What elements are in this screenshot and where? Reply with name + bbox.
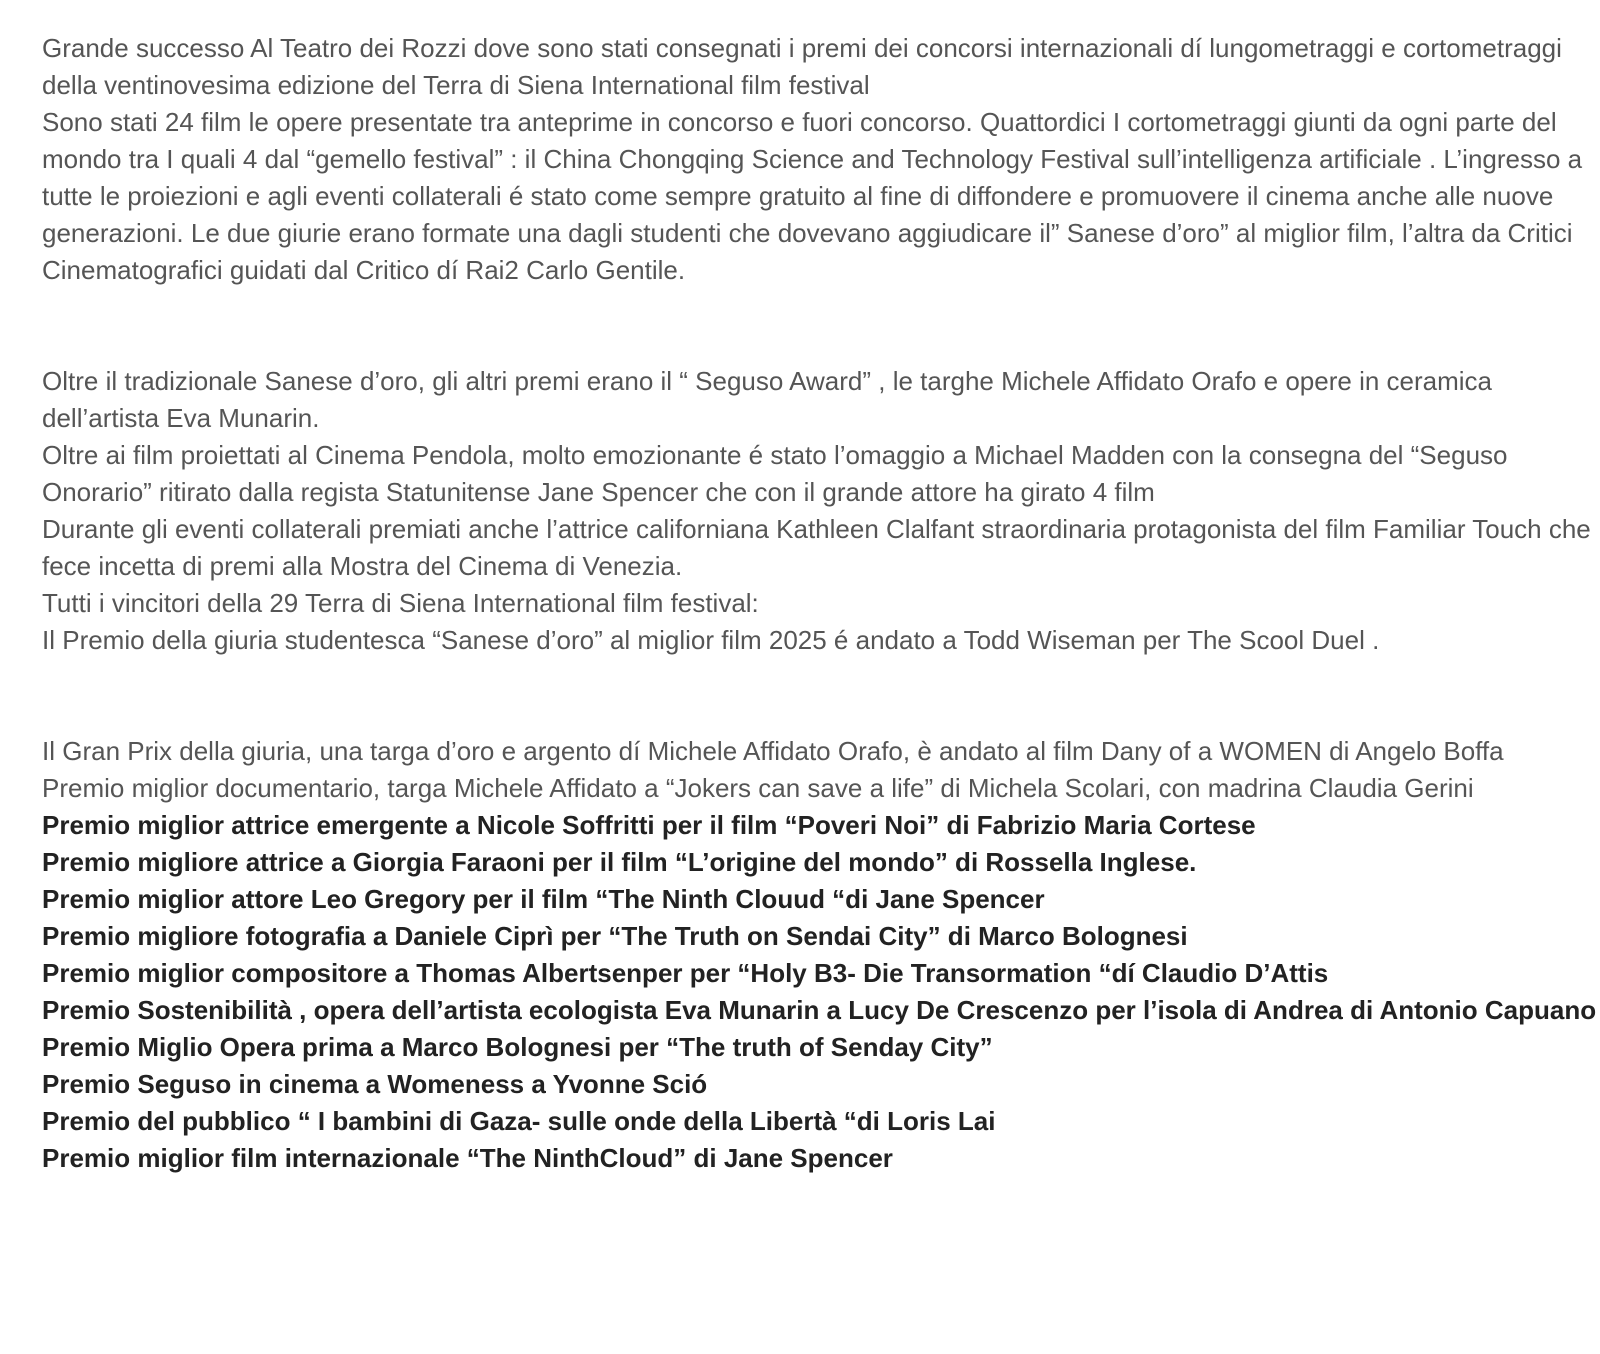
article-body: [42, 30, 1598, 1177]
award-item: Premio migliore fotografia a Daniele Ciprì per “The Truth on Sendai City” di Marco Bolognesi: [42, 921, 1188, 951]
overview-paragraph-2: Oltre ai film proiettati al Cinema Pendola, molto emozionante é stato l’omaggio a Michael Madden con la consegna del “Seguso Onorario” ritirato dalla regista Statunitense Jane Spencer che con il grande attore ha girato 4 film: [42, 440, 1508, 507]
intro-paragraph-1: Grande successo Al Teatro dei Rozzi dove sono stati consegnati i premi dei concorsi internazionali dí lungometraggi e cortometraggi della ventinovesima edizione del Terra di Siena International film festival: [42, 33, 1562, 100]
award-item: Premio migliore attrice a Giorgia Faraoni per il film “L’origine del mondo” di Rossella Inglese.: [42, 847, 1197, 877]
award-item: Premio del pubblico “ I bambini di Gaza- sulle onde della Libertà “di Loris Lai: [42, 1106, 996, 1136]
grand-prix-paragraph: Il Gran Prix della giuria, una targa d’oro e argento dí Michele Affidato Orafo, è andato al film Dany of a WOMEN di Angelo Boffa: [42, 736, 1504, 766]
grand-prix-section: [42, 733, 1598, 807]
intro-section: [42, 30, 1598, 289]
overview-paragraph-4: Tutti i vincitori della 29 Terra di Siena International film festival:: [42, 588, 759, 618]
overview-paragraph-3: Durante gli eventi collaterali premiati anche l’attrice californiana Kathleen Clalfant straordinaria protagonista del film Familiar Touch che fece incetta di premi alla Mostra del Cinema di Venezia.: [42, 514, 1591, 581]
award-item: Premio Miglio Opera prima a Marco Bolognesi per “The truth of Senday City”: [42, 1032, 993, 1062]
award-item: Premio miglior compositore a Thomas Albertsenper per “Holy B3- Die Transormation “dí Claudio D’Attis: [42, 958, 1329, 988]
award-item: Premio Sostenibilità , opera dell’artista ecologista Eva Munarin a Lucy De Crescenzo per l’isola di Andrea di Antonio Capuano: [42, 995, 1597, 1025]
awards-overview-section: [42, 363, 1598, 659]
award-item: Premio miglior film internazionale “The NinthCloud” di Jane Spencer: [42, 1143, 893, 1173]
award-item: Premio Seguso in cinema a Womeness a Yvonne Sció: [42, 1069, 708, 1099]
award-item: Premio miglior attore Leo Gregory per il film “The Ninth Clouud “di Jane Spencer: [42, 884, 1045, 914]
award-item: Premio miglior attrice emergente a Nicole Soffritti per il film “Poveri Noi” di Fabrizio Maria Cortese: [42, 810, 1256, 840]
overview-paragraph-5: Il Premio della giuria studentesca “Sanese d’oro” al miglior film 2025 é andato a Todd Wiseman per The Scool Duel .: [42, 625, 1380, 655]
documentary-award-paragraph: Premio miglior documentario, targa Michele Affidato a “Jokers can save a life” di Michela Scolari, con madrina Claudia Gerini: [42, 773, 1474, 803]
overview-paragraph-1: Oltre il tradizionale Sanese d’oro, gli altri premi erano il “ Seguso Award” , le targhe Michele Affidato Orafo e opere in ceramica dell’artista Eva Munarin.: [42, 366, 1492, 433]
intro-paragraph-2: Sono stati 24 film le opere presentate tra anteprime in concorso e fuori concorso. Quattordici I cortometraggi giunti da ogni parte del mondo tra I quali 4 dal “gemello festival” : il China Chongqing Science and Technology Festival sull’intelligenza artificiale . L’ingresso a tutte le proiezioni e agli eventi collaterali é stato come sempre gratuito al fine di diffondere e promuovere il cinema anche alle nuove generazioni. Le due giurie erano formate una dagli studenti che dovevano aggiudicare il” Sanese d’oro” al miglior film, l’altra da Critici Cinematografici guidati dal Critico dí Rai2 Carlo Gentile.: [42, 107, 1583, 285]
awards-list: [42, 807, 1598, 1177]
paragraph-spacer: [42, 289, 1598, 363]
paragraph-spacer: [42, 659, 1598, 733]
